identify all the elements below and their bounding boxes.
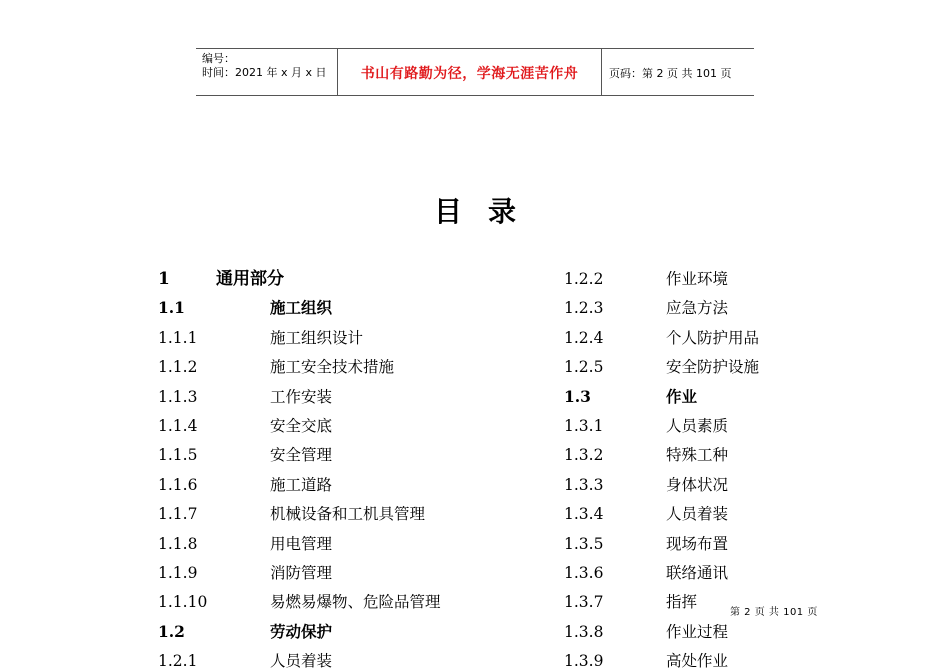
toc-entry-number: 1.1.9 (158, 564, 198, 582)
header-info-cell (196, 49, 338, 95)
toc-entry-label: 个人防护用品 (666, 328, 760, 347)
toc-entry-number: 1.1.6 (158, 475, 198, 494)
toc-entry (564, 446, 824, 466)
toc-entry-label: 劳动保护 (270, 621, 333, 641)
toc-entry-label: 消防管理 (270, 564, 333, 582)
toc-entry-number: 1.2.2 (564, 270, 604, 288)
toc-entry-number: 1.1.4 (158, 417, 198, 435)
toc-entry-number: 1.2.5 (564, 358, 604, 377)
toc-entry-label: 人员素质 (666, 417, 729, 435)
toc-entry (158, 299, 418, 319)
toc-entry-label: 人员着装 (270, 652, 333, 671)
header-page-label: 页码：第 2 页 共 101 页 (609, 67, 732, 80)
toc-entry (564, 535, 824, 555)
toc-entry (158, 417, 418, 437)
toc-entry-number: 1.1.5 (158, 446, 198, 465)
page-header (196, 48, 754, 96)
toc-entry-label: 现场布置 (666, 534, 729, 553)
toc-entry (564, 505, 824, 525)
toc-entry-number: 1.2 (158, 621, 185, 641)
toc-entry-label: 作业 (666, 386, 698, 406)
toc-entry (158, 535, 418, 555)
toc-entry-label: 作业过程 (666, 622, 729, 641)
toc-entry (158, 505, 426, 525)
toc-entry-label: 高处作业 (666, 652, 729, 671)
toc-entry-label: 施工安全技术措施 (270, 358, 395, 377)
toc-entry-number: 1.3.2 (564, 446, 604, 465)
toc-entry (564, 270, 824, 290)
toc-entry-label: 机械设备和工机具管理 (270, 505, 426, 524)
toc-entry-number: 1.3.4 (564, 505, 604, 524)
toc-entry-number: 1.1.10 (158, 593, 208, 612)
toc-entry (564, 476, 824, 496)
toc-entry (158, 329, 418, 349)
toc-entry-label: 指挥 (666, 593, 698, 612)
toc-entry-number: 1.1.2 (158, 358, 198, 377)
toc-entry (564, 623, 824, 643)
toc-entry-label: 易燃易爆物、危险品管理 (270, 593, 441, 612)
toc-entry-number: 1.2.3 (564, 299, 604, 318)
toc-entry-label: 身体状况 (666, 475, 729, 494)
toc-entry (158, 652, 418, 672)
toc-entry-number: 1.1 (158, 298, 185, 318)
toc-entry-label: 工作安装 (270, 387, 333, 406)
toc-entry-number: 1.3.1 (564, 417, 604, 435)
toc-entry-label: 安全交底 (270, 417, 333, 435)
toc-entry (158, 476, 418, 496)
toc-entry-number: 1 (158, 269, 170, 289)
toc-entry (158, 358, 418, 378)
toc-entry-number: 1.3.6 (564, 564, 604, 582)
toc-entry-label: 特殊工种 (666, 446, 729, 465)
toc-entry (564, 417, 824, 437)
time-label: 时间：2021 年 x 月 x 日 (202, 66, 327, 79)
toc-entry-number: 1.3 (564, 386, 591, 406)
toc-entry-label: 用电管理 (270, 534, 333, 553)
toc-entry-label: 施工组织 (270, 298, 333, 318)
toc-entry (564, 299, 824, 319)
toc-entry (564, 652, 824, 672)
toc-entry-number: 1.2.1 (158, 652, 198, 671)
toc-entry (158, 446, 418, 466)
serial-label: 编号： (202, 52, 235, 65)
toc-entry (158, 564, 418, 584)
toc-entry-label: 人员着装 (666, 505, 729, 524)
toc-entry (158, 388, 418, 408)
toc-entry-number: 1.1.3 (158, 387, 198, 406)
toc-entry (158, 623, 418, 643)
toc-entry-number: 1.3.7 (564, 593, 604, 612)
toc-entry-number: 1.3.9 (564, 652, 604, 671)
toc-entry-number: 1.1.1 (158, 328, 198, 347)
toc-entry-label: 作业环境 (666, 270, 729, 288)
toc-entry (158, 593, 441, 613)
footer-page-number: 第 2 页 共 101 页 (730, 607, 818, 618)
toc-entry-number: 1.3.3 (564, 475, 604, 494)
toc-entry-label: 通用部分 (216, 269, 284, 289)
toc-entry (564, 388, 824, 408)
toc-entry (564, 358, 824, 378)
toc-entry-label: 安全防护设施 (666, 358, 760, 377)
toc-entry (564, 564, 824, 584)
toc-entry-number: 1.3.8 (564, 622, 604, 641)
page-title: 目录 (433, 195, 542, 228)
toc-entry-label: 应急方法 (666, 299, 729, 318)
toc-entry-number: 1.1.7 (158, 505, 198, 524)
toc-entry (564, 329, 824, 349)
toc-entry-number: 1.2.4 (564, 328, 604, 347)
toc-entry-number: 1.1.8 (158, 534, 198, 553)
toc-entry-label: 联络通讯 (666, 564, 729, 582)
toc-entry-label: 施工组织设计 (270, 328, 364, 347)
toc-entry-label: 安全管理 (270, 446, 333, 465)
toc-entry-number: 1.3.5 (564, 534, 604, 553)
header-motto: 书山有路勤为径，学海无涯苦作舟 (338, 49, 602, 95)
toc-entry-label: 施工道路 (270, 475, 333, 494)
toc-entry (158, 270, 418, 290)
